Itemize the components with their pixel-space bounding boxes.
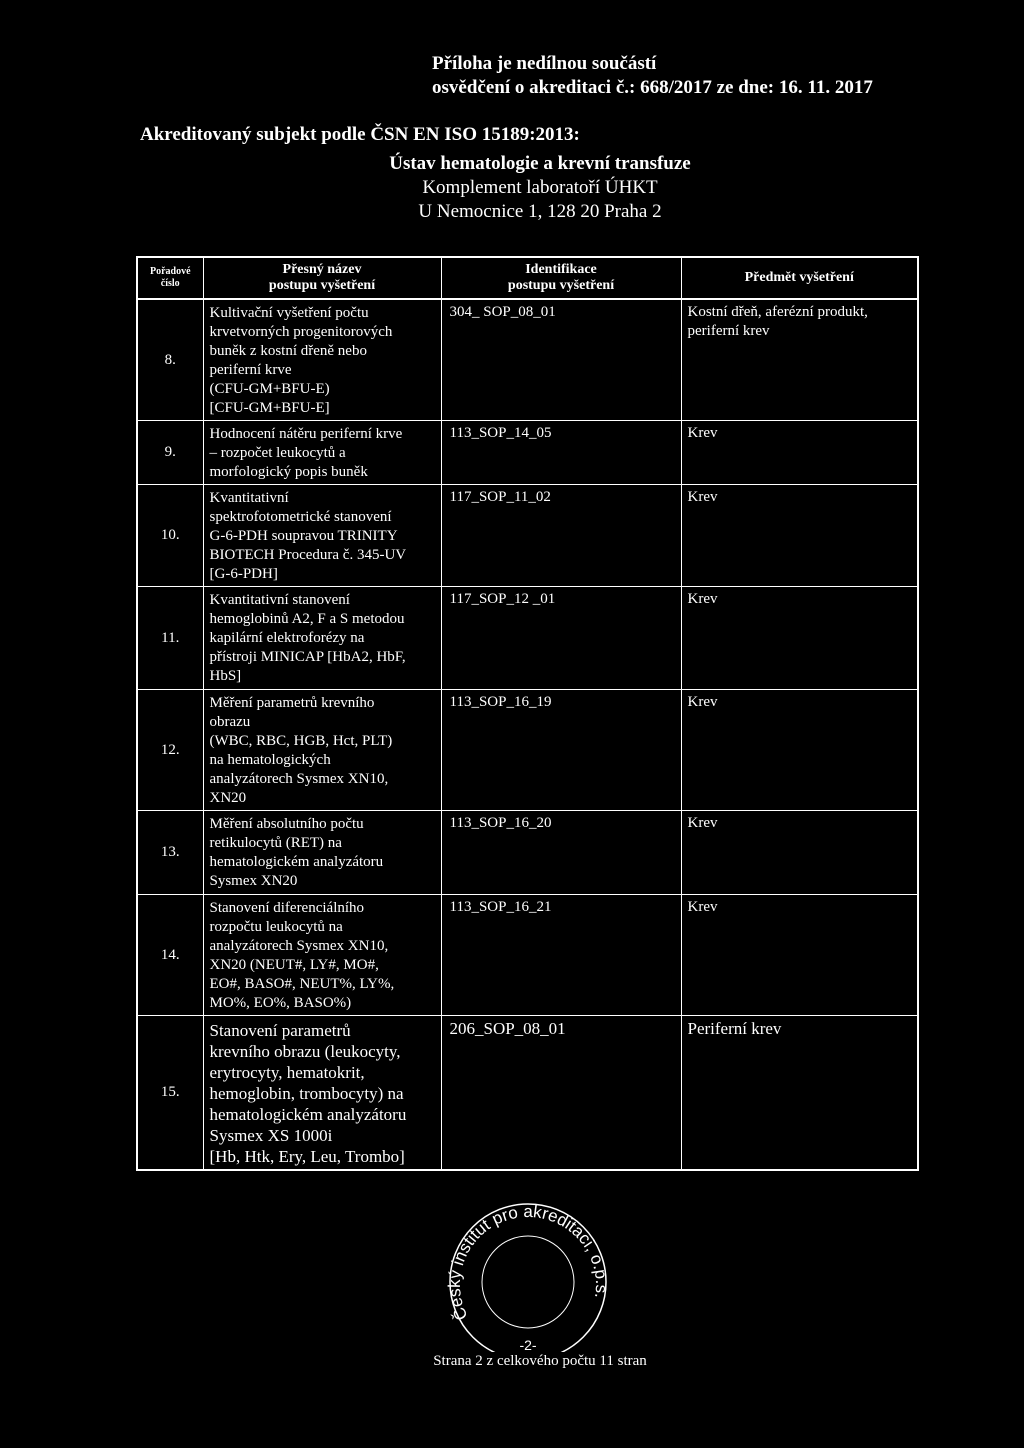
procedure-name-line: Sysmex XS 1000i [209, 1126, 333, 1145]
procedure-name-line: analyzátorech Sysmex XN10, [209, 771, 389, 787]
procedure-id: 113_SOP_16_20 [441, 811, 681, 895]
examination-table [136, 256, 919, 1171]
procedure-name-line: Stanovení diferenciálního [209, 900, 365, 916]
procedure-name-line: retikulocytů (RET) na [209, 835, 342, 851]
organization-unit: Komplement laboratoří ÚHKT [422, 177, 658, 198]
procedure-name-line: Hodnocení nátěru periferní krve [209, 426, 403, 442]
table-row [137, 690, 918, 811]
subject-line: Krev [687, 899, 718, 915]
row-number: 12. [137, 690, 203, 811]
procedure-name-line: Sysmex XN20 [209, 873, 298, 889]
procedure-name [203, 587, 441, 690]
procedure-name-line: Měření parametrů krevního [209, 695, 375, 711]
procedure-name-line: Stanovení parametrů [209, 1021, 351, 1040]
table-row [137, 895, 918, 1016]
header-number-line-1: Pořadové [149, 266, 191, 277]
procedure-name-line: hemoglobinů A2, F a S metodou [209, 611, 405, 627]
subject-line: Krev [687, 489, 718, 505]
procedure-name-line: [Hb, Htk, Ery, Leu, Trombo] [209, 1147, 405, 1166]
procedure-name-line: buněk z kostní dřeně nebo [209, 343, 367, 359]
row-number: 15. [137, 1016, 203, 1171]
row-number: 8. [137, 299, 203, 421]
procedure-name-line: hemoglobin, trombocyty) na [209, 1084, 404, 1103]
header-name-line-1: Přesný název [282, 262, 362, 277]
procedure-name-line: EO#, BASO#, NEUT%, LY%, [209, 976, 395, 992]
procedure-name-line: G-6-PDH soupravou TRINITY [209, 528, 398, 544]
table-row [137, 811, 918, 895]
procedure-name [203, 811, 441, 895]
procedure-name [203, 485, 441, 587]
row-number: 14. [137, 895, 203, 1016]
subject-line: Krev [687, 815, 718, 831]
header-subject: Předmět vyšetření [681, 257, 918, 299]
procedure-name-line: spektrofotometrické stanovení [209, 509, 392, 525]
annex-note [432, 52, 873, 100]
procedure-name-line: Kvantitativní [209, 490, 289, 506]
page-footer [0, 1353, 1024, 1370]
examination-subject [681, 811, 918, 895]
procedure-name-line: přístroji MINICAP [HbA2, HbF, [209, 649, 406, 665]
table-body [137, 299, 918, 1170]
procedure-name-line: Kvantitativní stanovení [209, 592, 350, 608]
table-row [137, 421, 918, 485]
table-header-row [137, 257, 918, 299]
procedure-name-line: analyzátorech Sysmex XN10, [209, 938, 389, 954]
subject-line: periferní krev [687, 323, 770, 339]
row-number: 10. [137, 485, 203, 587]
procedure-name-line: rozpočtu leukocytů na [209, 919, 343, 935]
procedure-id: 117_SOP_12 _01 [441, 587, 681, 690]
table-row [137, 299, 918, 421]
procedure-name-line: HbS] [209, 668, 242, 684]
examination-subject [681, 690, 918, 811]
procedure-name [203, 299, 441, 421]
procedure-name [203, 421, 441, 485]
subject-line: Kostní dřeň, aferézní produkt, [687, 304, 868, 320]
organization-name: Ústav hematologie a krevní transfuze [389, 153, 691, 174]
header-procedure-name [203, 257, 441, 299]
procedure-name-line: krevního obrazu (leukocyty, [209, 1042, 401, 1061]
procedure-name-line: Měření absolutního počtu [209, 816, 364, 832]
procedure-id: 117_SOP_11_02 [441, 485, 681, 587]
header-id-line-2: postupu vyšetření [507, 278, 615, 293]
annex-line-1: Příloha je nedílnou součástí [432, 53, 657, 74]
header-number-line-2: číslo [160, 278, 180, 289]
organization-address: U Nemocnice 1, 128 20 Praha 2 [418, 201, 662, 222]
page-counter: Strana 2 z celkového počtu 11 stran [433, 1353, 647, 1369]
examination-subject [681, 587, 918, 690]
procedure-id: 113_SOP_16_21 [441, 895, 681, 1016]
row-number: 9. [137, 421, 203, 485]
annex-line-2: osvědčení o akreditaci č.: 668/2017 ze dne: 16. 11. 2017 [432, 77, 873, 98]
procedure-id: 304_ SOP_08_01 [441, 299, 681, 421]
procedure-name-line: (WBC, RBC, HGB, Hct, PLT) [209, 733, 393, 749]
row-number: 11. [137, 587, 203, 690]
examination-subject [681, 421, 918, 485]
table-row [137, 485, 918, 587]
accredited-subject-heading: Akreditovaný subjekt podle ČSN EN ISO 15189:2013: [140, 124, 580, 145]
procedure-name-line: MO%, EO%, BASO%) [209, 995, 352, 1011]
procedure-id: 113_SOP_14_05 [441, 421, 681, 485]
procedure-name-line: morfologický popis buněk [209, 464, 368, 480]
header-number [137, 257, 203, 299]
header-procedure-id [441, 257, 681, 299]
procedure-name-line: kapilární elektroforézy na [209, 630, 365, 646]
header-id-line-1: Identifikace [525, 262, 597, 277]
procedure-name [203, 895, 441, 1016]
procedure-name-line: [CFU-GM+BFU-E] [209, 400, 330, 416]
procedure-name-line: hematologickém analyzátoru [209, 1105, 407, 1124]
subject-line: Periferní krev [687, 1019, 782, 1038]
examination-subject [681, 299, 918, 421]
header-name-line-2: postupu vyšetření [268, 278, 376, 293]
examination-subject [681, 485, 918, 587]
table-row [137, 1016, 918, 1171]
procedure-name-line: XN20 [209, 790, 247, 806]
examination-subject [681, 1016, 918, 1171]
row-number: 13. [137, 811, 203, 895]
procedure-name-line: krvetvorných progenitorových [209, 324, 393, 340]
procedure-name [203, 690, 441, 811]
stamp-inner-ring [482, 1236, 574, 1328]
procedure-name-line: – rozpočet leukocytů a [209, 445, 346, 461]
table-row [137, 587, 918, 690]
subject-line: Krev [687, 425, 718, 441]
stamp-number: -2- [519, 1337, 537, 1352]
subject-line: Krev [687, 591, 718, 607]
procedure-name-line: BIOTECH Procedura č. 345-UV [209, 547, 407, 563]
organization-block [0, 152, 1024, 224]
procedure-name-line: (CFU-GM+BFU-E) [209, 381, 330, 397]
procedure-name-line: na hematologických [209, 752, 331, 768]
procedure-name [203, 1016, 441, 1171]
procedure-name-line: hematologickém analyzátoru [209, 854, 384, 870]
procedure-name-line: [G-6-PDH] [209, 566, 278, 582]
procedure-name-line: periferní krve [209, 362, 292, 378]
procedure-name-line: Kultivační vyšetření počtu [209, 305, 369, 321]
stamp-text: Český institut pro akreditaci, o.p.s. [444, 1201, 612, 1324]
procedure-id: 113_SOP_16_19 [441, 690, 681, 811]
accreditation-stamp [428, 1192, 628, 1352]
subject-line: Krev [687, 694, 718, 710]
procedure-id: 206_SOP_08_01 [441, 1016, 681, 1171]
procedure-name-line: erytrocyty, hematokrit, [209, 1063, 365, 1082]
examination-subject [681, 895, 918, 1016]
procedure-name-line: XN20 (NEUT#, LY#, MO#, [209, 957, 379, 973]
procedure-name-line: obrazu [209, 714, 251, 730]
